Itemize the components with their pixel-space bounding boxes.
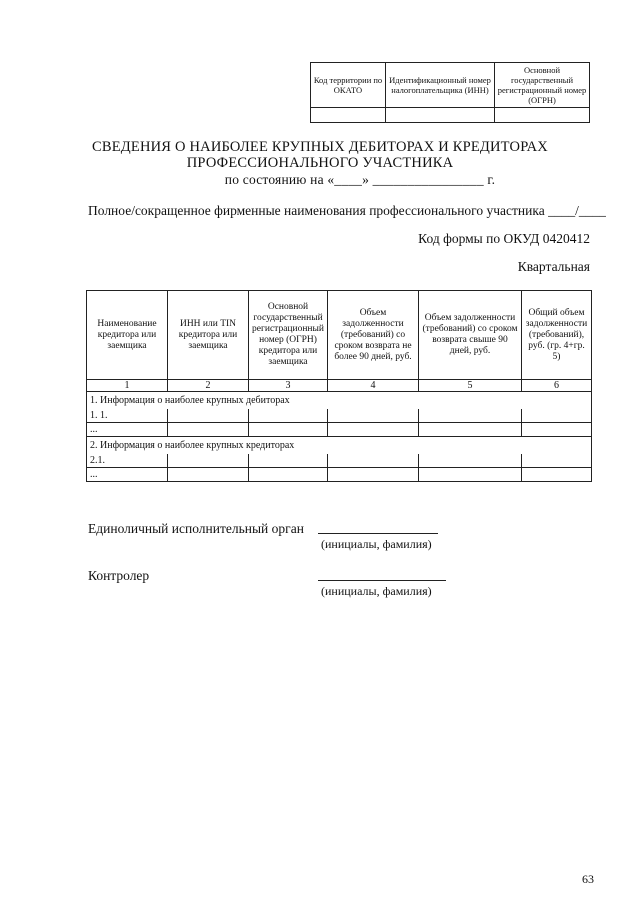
table-cell[interactable] (249, 409, 328, 423)
table-cell[interactable] (522, 468, 592, 482)
inn-value-cell[interactable] (386, 108, 495, 123)
table-cell[interactable] (522, 454, 592, 468)
table-cell[interactable] (168, 454, 249, 468)
section-creditors-heading: 2. Информация о наиболее крупных кредиторах (87, 437, 592, 454)
okato-header: Код территории по ОКАТО (311, 63, 386, 108)
report-date-line: по состоянию на «____» ________________ г. (224, 172, 496, 187)
col-header-up-to-90: Объем задолженности (требований) со сроком возврата не более 90 дней, руб. (328, 291, 419, 380)
table-cell[interactable] (249, 423, 328, 437)
col-number: 1 (87, 380, 168, 392)
controller-signature-line[interactable] (318, 580, 446, 581)
page-title: СВЕДЕНИЯ О НАИБОЛЕЕ КРУПНЫХ ДЕБИТОРАХ И КРЕДИТОРАХ (92, 139, 548, 155)
col-number: 4 (328, 380, 419, 392)
row-label: ... (87, 423, 168, 437)
executive-caption: (инициалы, фамилия) (321, 537, 432, 551)
row-label: 1. 1. (87, 409, 168, 423)
executive-label: Единоличный исполнительный орган (88, 521, 304, 536)
table-cell[interactable] (168, 423, 249, 437)
company-name-label: Полное/сокращенное фирменные наименования профессионального участника ____/____ (88, 203, 606, 218)
col-header-over-90: Объем задолженности (требований) со сроком возврата свыше 90 дней, руб. (419, 291, 522, 380)
row-label: ... (87, 468, 168, 482)
ogrn-value-cell[interactable] (495, 108, 590, 123)
col-header-name: Наименование кредитора или заемщика (87, 291, 168, 380)
col-header-total: Общий объем задолженности (требований), руб. (гр. 4+гр. 5) (522, 291, 592, 380)
table-cell[interactable] (419, 423, 522, 437)
report-period: Квартальная (517, 259, 590, 274)
table-cell[interactable] (168, 468, 249, 482)
table-cell[interactable] (419, 454, 522, 468)
table-cell[interactable] (419, 409, 522, 423)
table-cell[interactable] (328, 409, 419, 423)
inn-header: Идентификационный номер налогоплательщика (ИНН) (386, 63, 495, 108)
col-header-inn: ИНН или TIN кредитора или заемщика (168, 291, 249, 380)
form-code: Код формы по ОКУД 0420412 (418, 231, 590, 246)
table-cell[interactable] (522, 409, 592, 423)
page-number: 63 (582, 872, 594, 886)
row-label: 2.1. (87, 454, 168, 468)
page-subtitle: ПРОФЕССИОНАЛЬНОГО УЧАСТНИКА (186, 155, 454, 171)
controller-caption: (инициалы, фамилия) (321, 584, 432, 598)
table-cell[interactable] (249, 468, 328, 482)
col-number: 5 (419, 380, 522, 392)
col-number: 2 (168, 380, 249, 392)
executive-signature-line[interactable] (318, 533, 438, 534)
table-cell[interactable] (328, 468, 419, 482)
section-debtors-heading: 1. Информация о наиболее крупных дебиторах (87, 392, 592, 409)
table-cell[interactable] (419, 468, 522, 482)
table-cell[interactable] (522, 423, 592, 437)
table-cell[interactable] (328, 423, 419, 437)
table-cell[interactable] (168, 409, 249, 423)
table-cell[interactable] (328, 454, 419, 468)
okato-value-cell[interactable] (311, 108, 386, 123)
col-number: 3 (249, 380, 328, 392)
ogrn-header: Основной государственный регистрационный номер (ОГРН) (495, 63, 590, 108)
code-table (310, 62, 590, 123)
col-number: 6 (522, 380, 592, 392)
debtors-creditors-table (86, 290, 592, 482)
table-cell[interactable] (249, 454, 328, 468)
controller-label: Контролер (88, 568, 150, 583)
col-header-ogrn: Основной государственный регистрационный номер (ОГРН) кредитора или заемщика (249, 291, 328, 380)
